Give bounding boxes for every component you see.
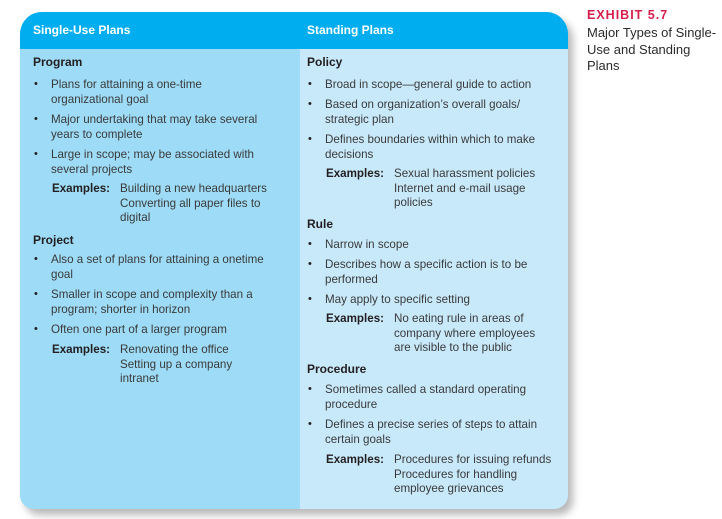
- column-heading-single-use: Single-Use Plans: [33, 23, 131, 37]
- bullet-item: • Broad in scope—general guide to action: [308, 78, 532, 91]
- bullet-dot-icon: •: [308, 238, 312, 250]
- bullet-item: • Defines boundaries within which to make decisions: [308, 133, 536, 161]
- section-title-program: Program: [33, 55, 83, 69]
- examples-label: Examples:: [326, 312, 384, 325]
- bullet-dot-icon: •: [308, 383, 312, 395]
- bullet-dot-icon: •: [34, 253, 38, 265]
- bullet-dot-icon: •: [34, 78, 38, 90]
- examples-label: Examples:: [326, 167, 384, 180]
- examples-label: Examples:: [326, 453, 384, 466]
- example-item: Internet and e-mail usage policies: [394, 181, 526, 209]
- example-item: Sexual harassment policies: [394, 167, 536, 180]
- plans-table: [20, 12, 568, 509]
- section-title-procedure: Procedure: [307, 362, 367, 376]
- exhibit-label: EXHIBIT 5.7: [587, 8, 669, 22]
- bullet-item: • Smaller in scope and complexity than a program; shorter in horizon: [34, 288, 253, 316]
- standing-column: [300, 49, 568, 509]
- bullet-dot-icon: •: [308, 418, 312, 430]
- example-item: Renovating the office: [120, 343, 229, 356]
- exhibit-caption: [587, 8, 717, 75]
- bullet-item: • May apply to specific setting: [308, 293, 470, 306]
- examples-label: Examples:: [52, 343, 110, 356]
- bullet-dot-icon: •: [34, 323, 38, 335]
- example-item: Procedures for handling employee grievances: [394, 467, 518, 495]
- bullet-dot-icon: •: [34, 288, 38, 300]
- exhibit-title: Major Types of Single-Use and Standing Plans: [587, 25, 717, 73]
- example-item: Procedures for issuing refunds: [394, 453, 552, 466]
- single-use-column: [20, 49, 300, 509]
- bullet-dot-icon: •: [308, 98, 312, 110]
- bullet-item: • Narrow in scope: [308, 238, 409, 251]
- bullet-item: • Based on organization’s overall goals/ strategic plan: [308, 98, 521, 126]
- bullet-item: • Often one part of a larger program: [34, 323, 227, 336]
- example-item: Converting all paper files to digital: [120, 196, 261, 224]
- example-item: Building a new headquarters: [120, 182, 267, 195]
- bullet-item: • Major undertaking that may take several years to complete: [34, 113, 258, 141]
- section-title-policy: Policy: [307, 55, 343, 69]
- bullet-item: • Large in scope; may be associated with several projects: [34, 148, 255, 176]
- bullet-dot-icon: •: [308, 258, 312, 270]
- table-header: [20, 12, 568, 49]
- bullet-dot-icon: •: [34, 113, 38, 125]
- bullet-dot-icon: •: [308, 133, 312, 145]
- column-heading-standing: Standing Plans: [307, 23, 394, 37]
- section-title-rule: Rule: [307, 217, 334, 231]
- bullet-item: • Describes how a specific action is to be performed: [308, 258, 528, 286]
- bullet-item: • Sometimes called a standard operating procedure: [308, 383, 527, 411]
- section-title-project: Project: [33, 233, 74, 247]
- example-item: Setting up a company intranet: [120, 357, 233, 385]
- bullet-dot-icon: •: [308, 293, 312, 305]
- bullet-item: • Defines a precise series of steps to attain certain goals: [308, 418, 538, 446]
- bullet-dot-icon: •: [34, 148, 38, 160]
- bullet-item: • Plans for attaining a one-time organizational goal: [34, 78, 202, 106]
- bullet-item: • Also a set of plans for attaining a onetime goal: [34, 253, 264, 281]
- bullet-dot-icon: •: [308, 78, 312, 90]
- examples-label: Examples:: [52, 182, 110, 195]
- example-item: No eating rule in areas of company where employees are visible to the public: [394, 312, 536, 354]
